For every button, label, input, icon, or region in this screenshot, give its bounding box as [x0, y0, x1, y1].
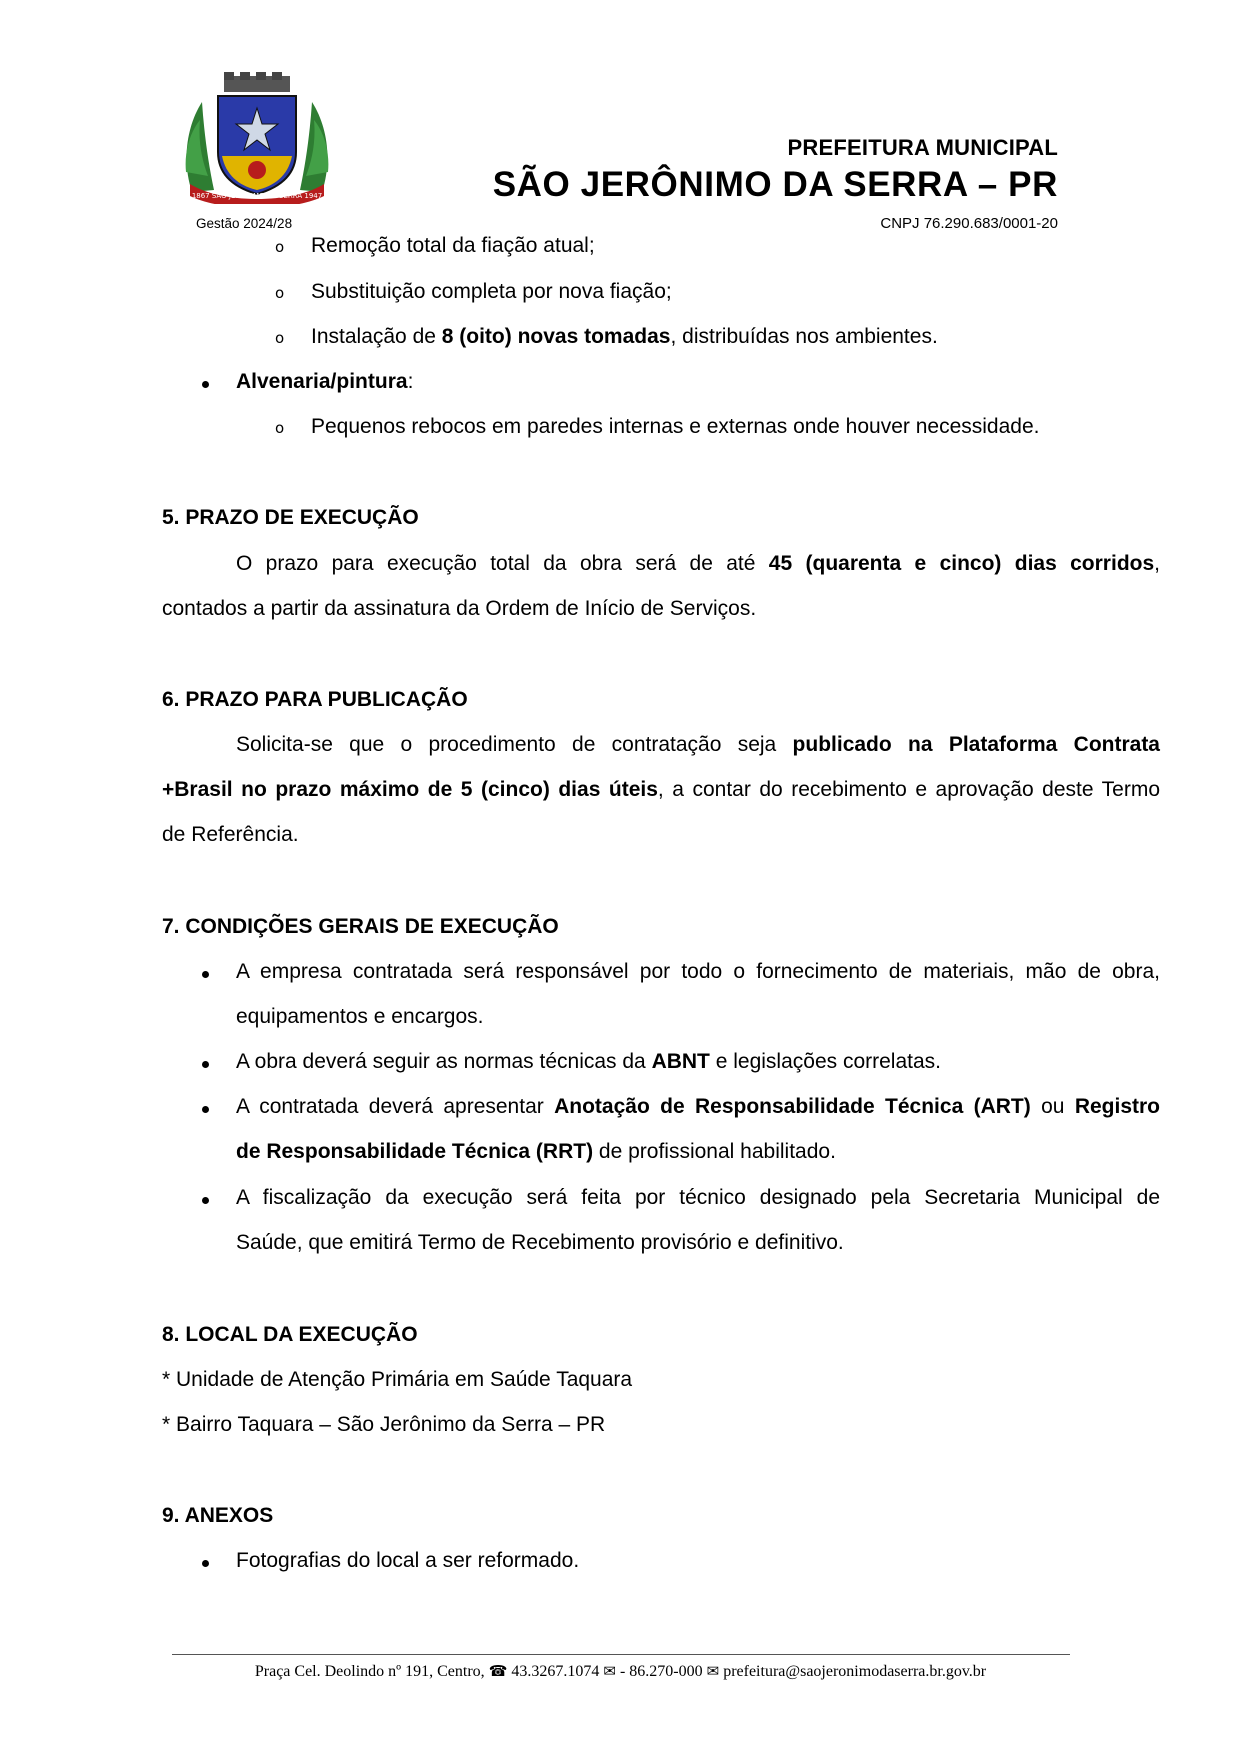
footer-zip: - 86.270-000	[619, 1663, 703, 1680]
city-title: SÃO JERÔNIMO DA SERRA – PR	[492, 165, 1058, 204]
footer-address: Praça Cel. Deolindo nº 191, Centro,	[254, 1663, 485, 1680]
bullet-icon	[202, 381, 209, 388]
paragraph-line: Solicita-se que o procedimento de contratação seja publicado na Plataforma Contrata	[236, 733, 1160, 756]
bullet-icon	[202, 971, 209, 978]
email-icon: ✉	[706, 1662, 720, 1680]
section-heading: 6. PRAZO PARA PUBLICAÇÃO	[162, 688, 468, 711]
bullet-icon	[202, 1560, 209, 1567]
list-item-continuation: Saúde, que emitirá Termo de Recebimento provisório e definitivo.	[236, 1231, 844, 1254]
footer-phone: 43.3267.1074	[511, 1663, 600, 1680]
section-heading: 5. PRAZO DE EXECUÇÃO	[162, 506, 419, 529]
paragraph-line: O prazo para execução total da obra será de até 45 (quarenta e cinco) dias corridos,	[236, 552, 1160, 575]
paragraph-line: de Referência.	[162, 823, 299, 846]
management-period: Gestão 2024/28	[196, 216, 293, 231]
phone-icon: ☎	[488, 1662, 508, 1680]
location-line: * Unidade de Atenção Primária em Saúde Taquara	[162, 1368, 633, 1391]
paragraph-line: +Brasil no prazo máximo de 5 (cinco) dias úteis, a contar do recebimento e aprovação deste Termo	[162, 778, 1161, 801]
list-item: Pequenos rebocos em paredes internas e externas onde houver necessidade.	[311, 415, 1040, 438]
list-item-continuation: de Responsabilidade Técnica (RRT) de profissional habilitado.	[236, 1140, 836, 1163]
bullet-icon	[202, 1061, 209, 1068]
list-item: A empresa contratada será responsável por todo o fornecimento de materiais, mão de obra,	[236, 960, 1160, 983]
section-heading: 7. CONDIÇÕES GERAIS DE EXECUÇÃO	[162, 915, 559, 938]
sub-bullet-icon: o	[275, 419, 285, 437]
svg-text:1867 SÃO JERÔNIMO DA SERRA 194: 1867 SÃO JERÔNIMO DA SERRA 1947	[191, 192, 323, 200]
sub-bullet-icon: o	[275, 284, 285, 302]
list-item: A contratada deverá apresentar Anotação de Responsabilidade Técnica (ART) ou Registro	[236, 1095, 1160, 1118]
list-item: A fiscalização da execução será feita por técnico designado pela Secretaria Municipal de	[236, 1186, 1160, 1209]
list-item: Substituição completa por nova fiação;	[311, 280, 672, 303]
footer-email: prefeitura@saojeronimodaserra.br.gov.br	[723, 1663, 987, 1680]
location-line: * Bairro Taquara – São Jerônimo da Serra – PR	[162, 1413, 606, 1436]
prefecture-title: PREFEITURA MUNICIPAL	[787, 135, 1058, 160]
bullet-icon	[202, 1106, 209, 1113]
mail-icon: ✉	[603, 1662, 616, 1680]
section-heading: 8. LOCAL DA EXECUÇÃO	[162, 1323, 418, 1346]
sub-bullet-icon: o	[275, 329, 285, 347]
sub-bullet-icon: o	[275, 238, 285, 256]
bullet-icon	[202, 1197, 209, 1204]
paragraph-line: contados a partir da assinatura da Ordem de Início de Serviços.	[162, 597, 757, 620]
footer-contact	[0, 1662, 1241, 1681]
list-item-continuation: equipamentos e encargos.	[236, 1005, 484, 1028]
list-item: Remoção total da fiação atual;	[311, 234, 595, 257]
cnpj-number: CNPJ 76.290.683/0001-20	[880, 215, 1058, 232]
footer-divider	[172, 1654, 1070, 1655]
municipal-crest-logo	[182, 72, 332, 204]
list-item: A obra deverá seguir as normas técnicas da ABNT e legislações correlatas.	[236, 1050, 942, 1073]
list-item: Alvenaria/pintura:	[236, 370, 414, 393]
list-item: Fotografias do local a ser reformado.	[236, 1549, 580, 1572]
section-heading: 9. ANEXOS	[162, 1504, 274, 1527]
list-item: Instalação de 8 (oito) novas tomadas, distribuídas nos ambientes.	[311, 325, 938, 348]
